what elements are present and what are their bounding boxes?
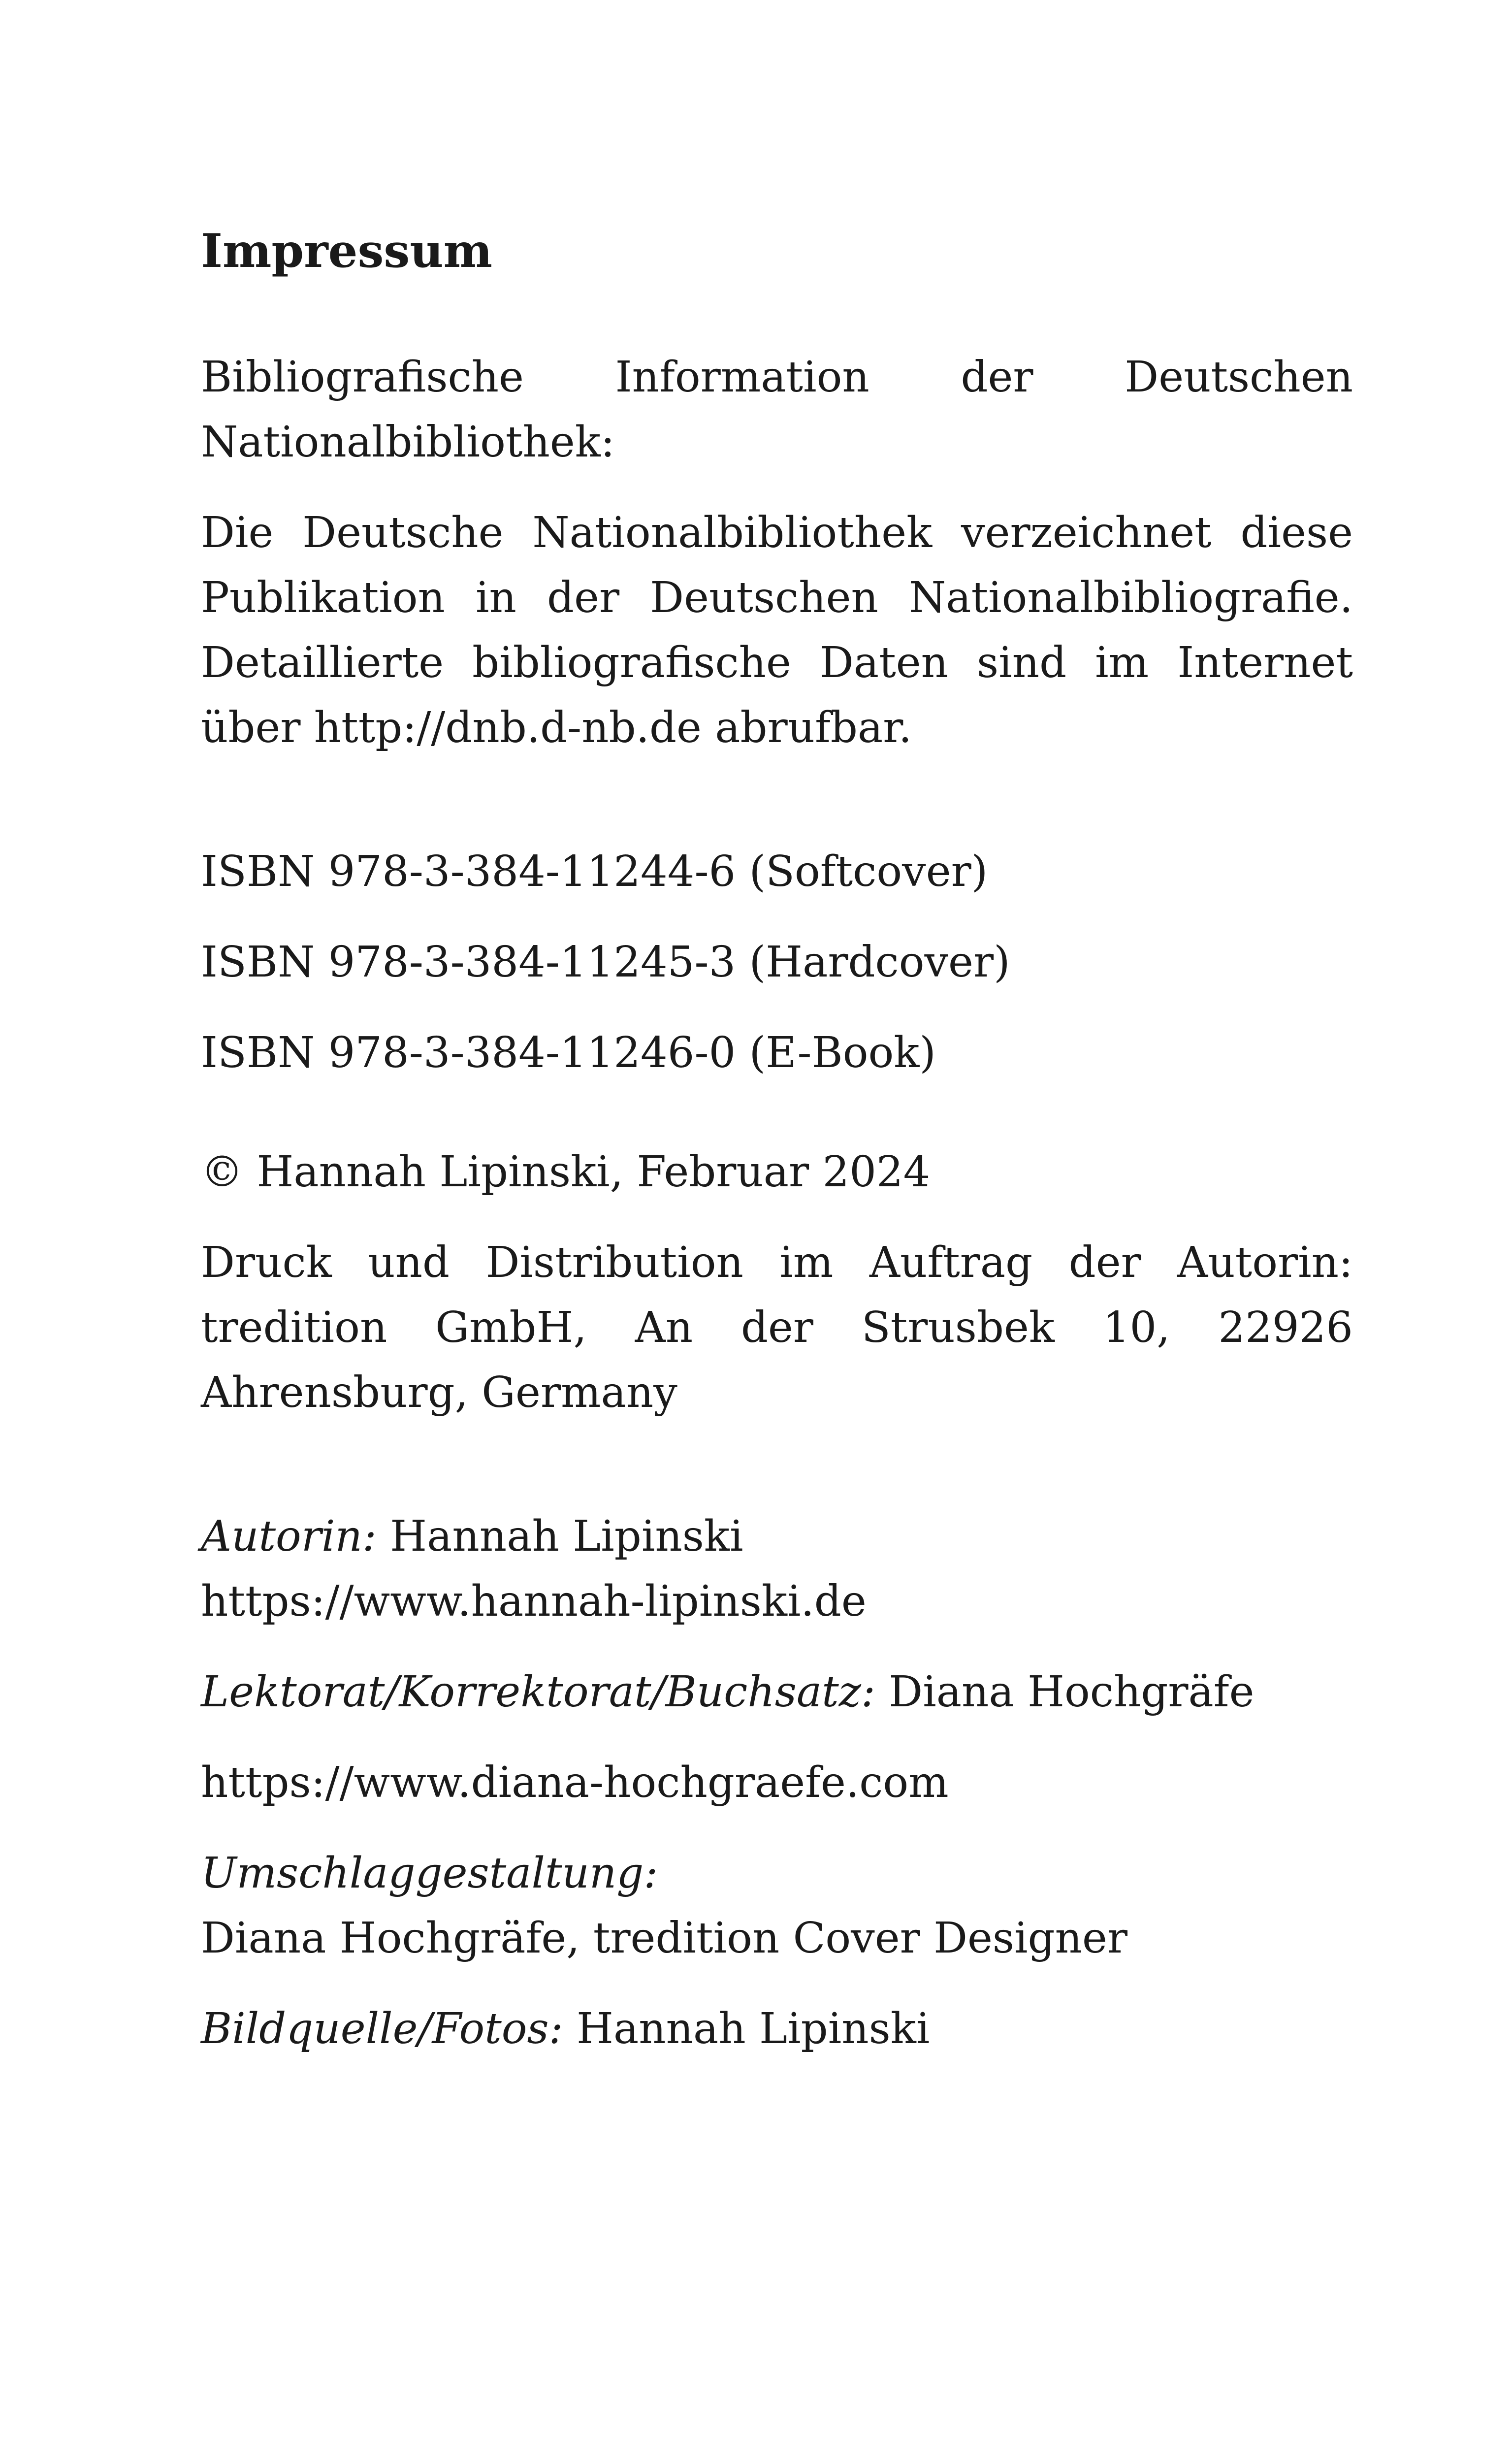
impressum-page [201, 217, 1353, 2061]
impressum-title: Impressum [201, 224, 493, 278]
dnb-paragraph: Die Deutsche Nationalbibliothek verzeichnet diese Publikation in der Deutschen Nationalbibliografie. Detaillierte bibliografische Daten sind im Internet über http://dnb.d-nb.de abrufbar. [201, 508, 1353, 752]
isbn-ebook: ISBN 978-3-384-11246-0 (E-Book) [201, 1028, 936, 1077]
photos-name: Hannah Lipinski [563, 2004, 930, 2053]
cover-label: Umschlaggestaltung: [201, 1849, 658, 1898]
author-name: Hannah Lipinski [376, 1512, 743, 1561]
isbn-softcover: ISBN 978-3-384-11244-6 (Softcover) [201, 847, 988, 896]
biblio-heading: Bibliografische Information der Deutschen Nationalbibliothek: [201, 353, 1353, 467]
editing-credit [201, 1660, 1353, 1725]
photos-credit [201, 1996, 1353, 2061]
cover-credit [201, 1841, 1353, 1971]
editing-name: Diana Hochgräfe [875, 1667, 1255, 1717]
editing-label: Lektorat/Korrektorat/Buchsatz: [201, 1667, 875, 1717]
photos-label: Bildquelle/Fotos: [201, 2004, 563, 2053]
copyright-line: © Hannah Lipinski, Februar 2024 [201, 1147, 931, 1197]
author-url: https://www.hannah-lipinski.de [201, 1577, 867, 1626]
isbn-hardcover: ISBN 978-3-384-11245-3 (Hardcover) [201, 938, 1010, 987]
print-distribution: Druck und Distribution im Auftrag der Autorin: tredition GmbH, An der Strusbek 10, 22926 Ahrensburg, Germany [201, 1238, 1353, 1417]
author-credit [201, 1504, 1353, 1634]
cover-name: Diana Hochgräfe, tredition Cover Designer [201, 1914, 1128, 1963]
editing-url: https://www.diana-hochgraefe.com [201, 1758, 949, 1807]
author-label: Autorin: [201, 1512, 377, 1561]
